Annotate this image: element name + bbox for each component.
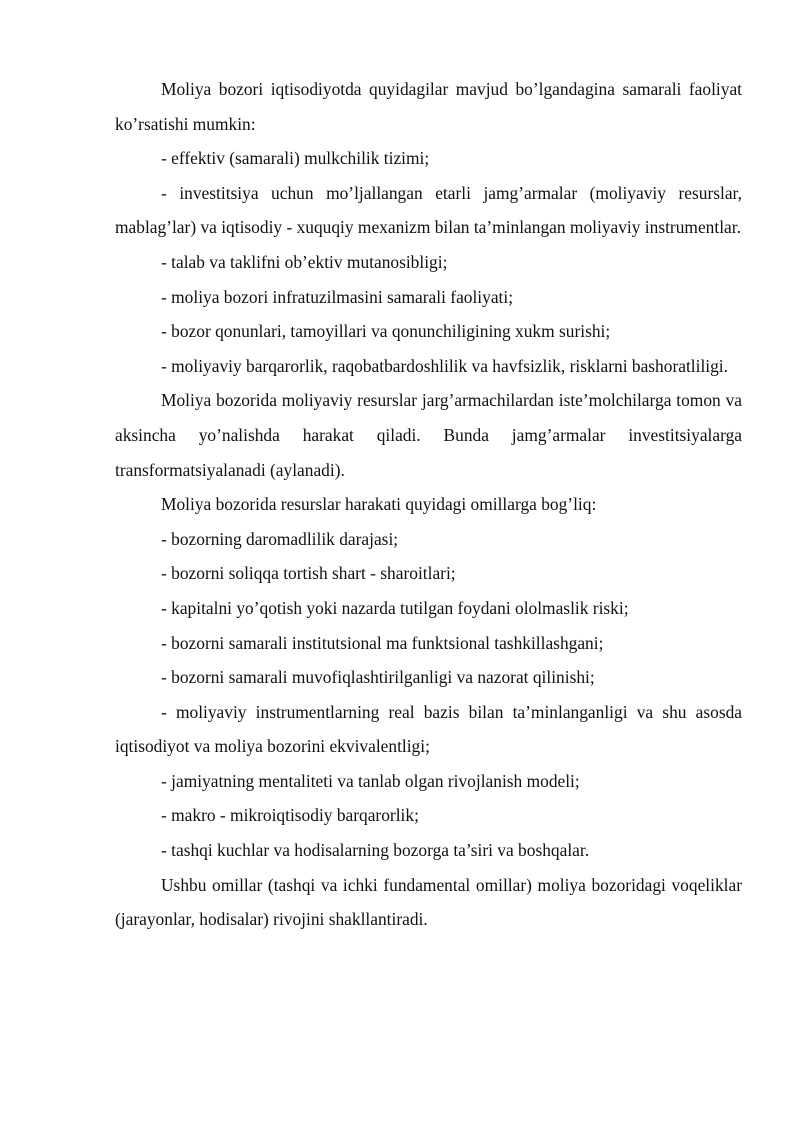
paragraph-conclusion: Ushbu omillar (tashqi va ichki fundamental omillar) moliya bozoridagi voqeliklar (jarayonlar, hodisalar) rivojini shakllantiradi. xyxy=(115,874,742,930)
paragraph-factors-intro: Moliya bozorida resurslar harakati quyidagi omillarga bog’liq: xyxy=(161,494,597,515)
list-item-ownership: - effektiv (samarali) mulkchilik tizimi; xyxy=(161,148,430,169)
list-item-supply-demand: - talab va taklifni ob’ektiv mutanosibligi; xyxy=(161,251,448,272)
list-item-profitability: - bozorning daromadlilik darajasi; xyxy=(161,528,399,549)
paragraph-resource-flow: Moliya bozorida moliyaviy resurslar jarg’armachilardan iste’molchilarga tomon va aksincha yo’nalishda harakat qiladi. Bunda jamg’armalar investitsiyalarga transformatsiyalanadi (aylanadi). xyxy=(115,390,742,480)
list-item-investment-savings: - investitsiya uchun mo’ljallangan etarli jamg’armalar (moliyaviy resurslar, mablag’lar) va iqtisodiy - xuquqiy mexanizm bilan ta’minlangan moliyaviy instrumentlar. xyxy=(115,182,742,238)
document-page xyxy=(115,72,742,937)
list-item-coordination: - bozorni samarali muvofiqlashtirilganligi va nazorat qilinishi; xyxy=(161,667,595,688)
list-item-stability: - moliyaviy barqarorlik, raqobatbardoshlilik va havfsizlik, risklarni bashoratliligi. xyxy=(161,355,728,376)
paragraph-intro: Moliya bozori iqtisodiyotda quyidagilar mavjud bo’lgandagina samarali faoliyat ko’rsatishi mumkin: xyxy=(115,79,742,134)
list-item-real-basis: - moliyaviy instrumentlarning real bazis bilan ta’minlanganligi va shu asosda iqtisodiyot va moliya bozorini ekvivalentligi; xyxy=(115,701,742,757)
list-item-infrastructure: - moliya bozori infratuzilmasini samarali faoliyati; xyxy=(161,286,514,307)
list-item-macro-micro: - makro - mikroiqtisodiy barqarorlik; xyxy=(161,805,419,826)
list-item-taxation: - bozorni soliqqa tortish shart - sharoitlari; xyxy=(161,563,456,584)
list-item-mentality: - jamiyatning mentaliteti va tanlab olgan rivojlanish modeli; xyxy=(161,770,580,791)
list-item-institutional: - bozorni samarali institutsional ma funktsional tashkillashgani; xyxy=(161,632,604,653)
list-item-capital-risk: - kapitalni yo’qotish yoki nazarda tutilgan foydani ololmaslik riski; xyxy=(161,597,629,618)
list-item-external-forces: - tashqi kuchlar va hodisalarning bozorga ta’siri va boshqalar. xyxy=(161,840,590,861)
list-item-market-laws: - bozor qonunlari, tamoyillari va qonunchiligining xukm surishi; xyxy=(161,321,611,342)
